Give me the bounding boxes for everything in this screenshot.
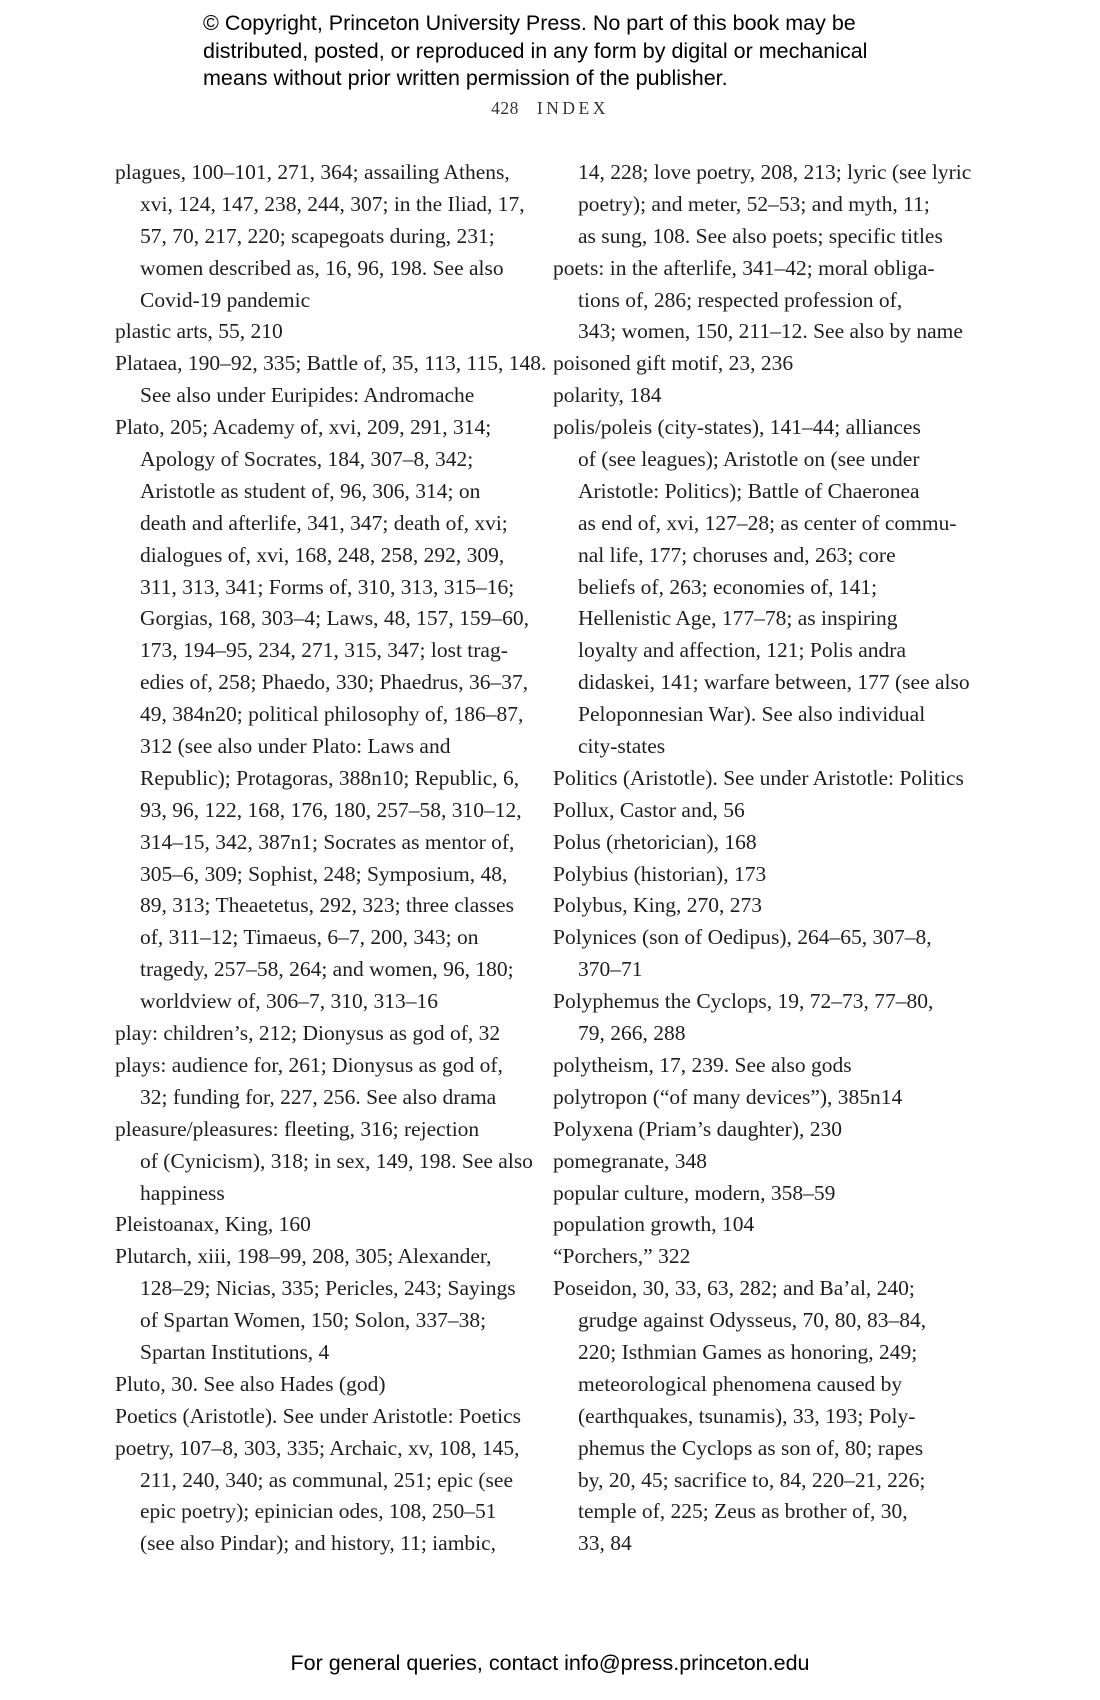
index-line: epic poetry); epinician odes, 108, 250–51: [140, 1499, 497, 1524]
index-line: 370–71: [578, 957, 643, 982]
index-line: happiness: [140, 1180, 225, 1205]
index-line: poetry, 107–8, 303, 335; Archaic, xv, 108, 145,: [115, 1435, 520, 1460]
index-line: of (Cynicism), 318; in sex, 149, 198. See also: [140, 1148, 533, 1173]
index-line: Polus (rhetorician), 168: [553, 829, 757, 854]
page-number: 428: [491, 98, 519, 118]
index-line: 314–15, 342, 387n1; Socrates as mentor of,: [140, 829, 515, 854]
index-line: xvi, 124, 147, 238, 244, 307; in the Iliad, 17,: [140, 191, 525, 216]
index-line: Republic); Protagoras, 388n10; Republic, 6,: [140, 765, 520, 790]
index-column-right: [553, 157, 978, 1560]
index-line: 79, 266, 288: [578, 1021, 686, 1046]
index-line: poets: in the afterlife, 341–42; moral obliga-: [553, 255, 935, 280]
index-line: 93, 96, 122, 168, 176, 180, 257–58, 310–12,: [140, 797, 522, 822]
index-line: Poetics (Aristotle). See under Aristotle: Poetics: [115, 1403, 522, 1428]
index-line: (see also Pindar); and history, 11; iambic,: [140, 1531, 497, 1556]
index-line: 312 (see also under Plato: Laws and: [140, 734, 451, 759]
index-line: plagues, 100–101, 271, 364; assailing Athens,: [115, 160, 510, 184]
index-line: population growth, 104: [553, 1212, 755, 1237]
index-line: Hellenistic Age, 177–78; as inspiring: [578, 606, 898, 631]
copyright-line: © Copyright, Princeton University Press. No part of this book may be: [203, 11, 856, 35]
index-line: “Porchers,” 322: [553, 1244, 691, 1269]
index-line: women described as, 16, 96, 198. See also: [140, 255, 504, 280]
index-line: polis/poleis (city-states), 141–44; alliances: [553, 415, 921, 440]
index-line: 305–6, 309; Sophist, 248; Symposium, 48,: [140, 861, 508, 886]
index-line: popular culture, modern, 358–59: [553, 1180, 836, 1205]
index-line: Pluto, 30. See also Hades (god): [115, 1371, 386, 1396]
index-line: didaskei, 141; warfare between, 177 (see also: [578, 670, 970, 695]
index-line: worldview of, 306–7, 310, 313–16: [140, 989, 438, 1014]
index-line: pomegranate, 348: [553, 1148, 708, 1173]
index-line: Covid-19 pandemic: [140, 287, 311, 312]
index-line: Polybius (historian), 173: [553, 861, 767, 886]
index-line: Polybus, King, 270, 273: [553, 893, 763, 918]
index-line: pleasure/pleasures: fleeting, 316; rejection: [115, 1116, 480, 1141]
index-line: by, 20, 45; sacrifice to, 84, 220–21, 226;: [578, 1467, 926, 1492]
index-line: Gorgias, 168, 303–4; Laws, 48, 157, 159–60,: [140, 606, 529, 631]
index-line: (earthquakes, tsunamis), 33, 193; Poly-: [578, 1403, 916, 1428]
index-line: plastic arts, 55, 210: [115, 319, 283, 344]
index-line: of, 311–12; Timaeus, 6–7, 200, 343; on: [140, 925, 479, 950]
running-head-label: INDEX: [536, 98, 609, 118]
index-line: poisoned gift motif, 23, 236: [553, 351, 794, 376]
index-line: plays: audience for, 261; Dionysus as god of,: [115, 1052, 503, 1077]
index-line: edies of, 258; Phaedo, 330; Phaedrus, 36–37,: [140, 670, 529, 695]
index-line: Poseidon, 30, 33, 63, 282; and Ba’al, 240;: [553, 1276, 915, 1301]
index-line: as end of, xvi, 127–28; as center of commu-: [578, 510, 957, 535]
index-line: 33, 84: [578, 1531, 632, 1556]
index-line: Politics (Aristotle). See under Aristotle: Politics: [553, 765, 964, 790]
index-line: Polyphemus the Cyclops, 19, 72–73, 77–80,: [553, 989, 934, 1014]
footer-contact: For general queries, contact info@press.princeton.edu: [290, 1651, 810, 1675]
index-line: 343; women, 150, 211–12. See also by name: [578, 319, 963, 344]
index-line: Aristotle: Politics); Battle of Chaeronea: [578, 478, 920, 503]
index-line: Pollux, Castor and, 56: [553, 797, 745, 822]
index-line: 14, 228; love poetry, 208, 213; lyric (see lyric: [578, 160, 972, 184]
index-line: nal life, 177; choruses and, 263; core: [578, 542, 896, 567]
copyright-line: means without prior written permission of the publisher.: [203, 66, 728, 90]
index-line: play: children’s, 212; Dionysus as god of, 32: [115, 1021, 501, 1046]
index-line: dialogues of, xvi, 168, 248, 258, 292, 309,: [140, 542, 505, 567]
index-line: See also under Euripides: Andromache: [140, 383, 475, 408]
index-line: grudge against Odysseus, 70, 80, 83–84,: [578, 1308, 927, 1333]
index-line: 57, 70, 217, 220; scapegoats during, 231;: [140, 223, 495, 248]
index-line: Spartan Institutions, 4: [140, 1339, 330, 1364]
index-line: loyalty and affection, 121; Polis andra: [578, 638, 907, 663]
index-line: 311, 313, 341; Forms of, 310, 313, 315–16;: [140, 574, 515, 599]
index-line: Apology of Socrates, 184, 307–8, 342;: [140, 447, 474, 472]
index-line: city-states: [578, 734, 666, 759]
index-line: phemus the Cyclops as son of, 80; rapes: [578, 1435, 924, 1460]
index-line: 173, 194–95, 234, 271, 315, 347; lost trag-: [140, 638, 508, 663]
index-line: temple of, 225; Zeus as brother of, 30,: [578, 1499, 908, 1524]
index-line: Polynices (son of Oedipus), 264–65, 307–8,: [553, 925, 932, 950]
running-head: [0, 98, 1100, 119]
index-line: 49, 384n20; political philosophy of, 186–87,: [140, 702, 524, 727]
index-line: Plutarch, xiii, 198–99, 208, 305; Alexander,: [115, 1244, 492, 1269]
index-line: of Spartan Women, 150; Solon, 337–38;: [140, 1308, 487, 1333]
index-line: tions of, 286; respected profession of,: [578, 287, 903, 312]
index-line: as sung, 108. See also poets; specific titles: [578, 223, 943, 248]
index-line: Pleistoanax, King, 160: [115, 1212, 311, 1237]
index-line: 32; funding for, 227, 256. See also drama: [140, 1084, 497, 1109]
index-line: Aristotle as student of, 96, 306, 314; on: [140, 478, 481, 503]
index-line: Polyxena (Priam’s daughter), 230: [553, 1116, 843, 1141]
index-line: 89, 313; Theaetetus, 292, 323; three classes: [140, 893, 514, 918]
index-line: Peloponnesian War). See also individual: [578, 702, 926, 727]
index-line: 211, 240, 340; as communal, 251; epic (see: [140, 1467, 513, 1492]
index-line: poetry); and meter, 52–53; and myth, 11;: [578, 191, 930, 216]
index-line: Plato, 205; Academy of, xvi, 209, 291, 314;: [115, 415, 492, 440]
index-line: meteorological phenomena caused by: [578, 1371, 903, 1396]
index-line: beliefs of, 263; economies of, 141;: [578, 574, 878, 599]
copyright-notice: [203, 10, 963, 93]
index-line: death and afterlife, 341, 347; death of, xvi;: [140, 510, 508, 535]
index-line: polarity, 184: [553, 383, 662, 408]
index-line: of (see leagues); Aristotle on (see under: [578, 447, 920, 472]
index-line: 220; Isthmian Games as honoring, 249;: [578, 1339, 918, 1364]
index-column-left: [115, 157, 547, 1560]
index-line: 128–29; Nicias, 335; Pericles, 243; Sayings: [140, 1276, 516, 1301]
index-line: polytropon (“of many devices”), 385n14: [553, 1084, 903, 1109]
index-line: Plataea, 190–92, 335; Battle of, 35, 113, 115, 148.: [115, 351, 547, 376]
index-line: tragedy, 257–58, 264; and women, 96, 180;: [140, 957, 514, 982]
index-line: polytheism, 17, 239. See also gods: [553, 1052, 852, 1077]
copyright-line: distributed, posted, or reproduced in any form by digital or mechanical: [203, 38, 868, 63]
